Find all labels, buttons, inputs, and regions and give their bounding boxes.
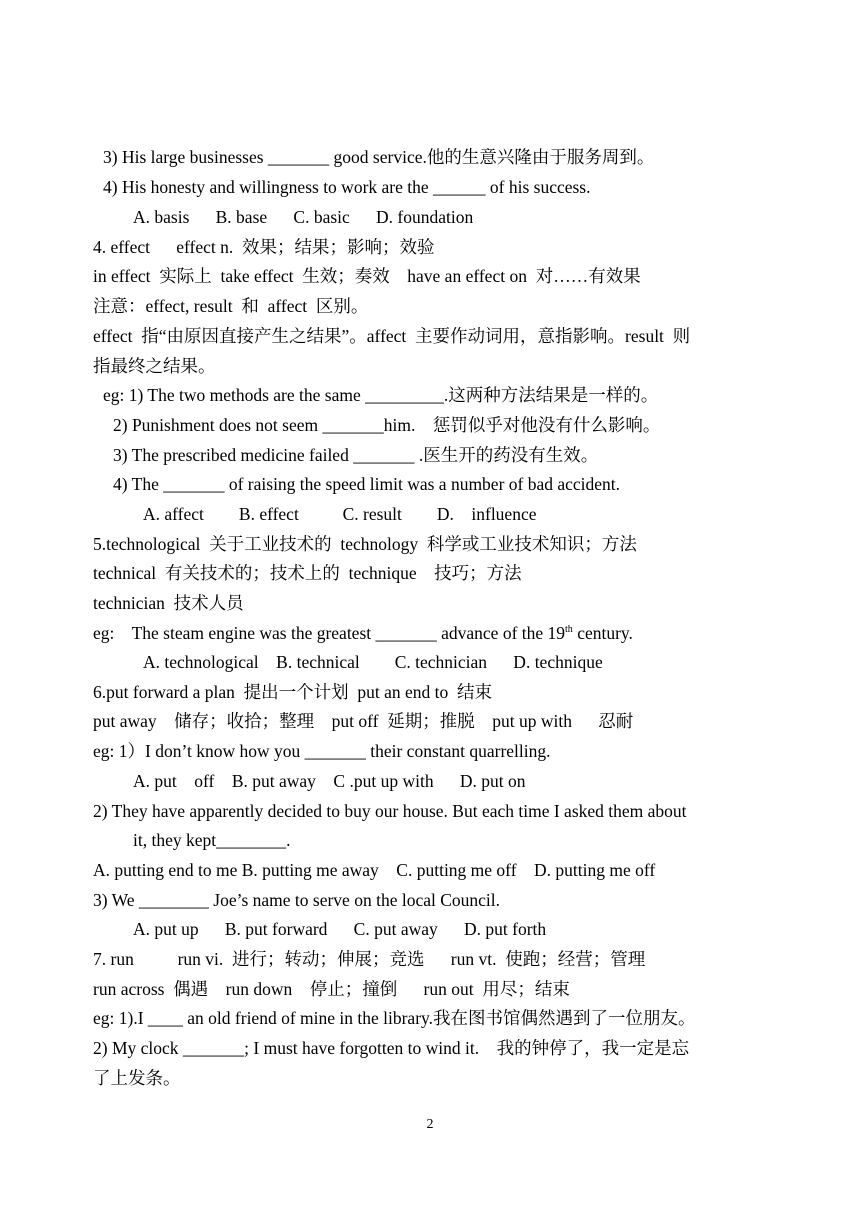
text-line: effect 指“由原因直接产生之结果”。affect 主要作动词用，意指影响。result 则 xyxy=(93,326,691,346)
text-line: 2) Punishment does not seem _______him. 惩罚似乎对他没有什么影响。 xyxy=(113,415,661,435)
text-line: technician 技术人员 xyxy=(93,593,244,613)
page-number: 2 xyxy=(426,1117,434,1132)
text-line: 6.put forward a plan 提出一个计划 put an end to 结束 xyxy=(93,682,493,702)
text-line: 3) We ________ Joe’s name to serve on the local Council. xyxy=(93,890,501,910)
text-line: A. technological B. technical C. technician D. technique xyxy=(143,652,603,672)
text-line: eg: 1) The two methods are the same _________.这两种方法结果是一样的。 xyxy=(103,385,659,405)
text-line: 4. effect effect n. 效果；结果；影响；效验 xyxy=(93,237,435,257)
text-line: 3) His large businesses _______ good service.他的生意兴隆由于服务周到。 xyxy=(103,147,655,167)
text-line-tail: century. xyxy=(572,623,633,643)
ordinal-superscript: th xyxy=(565,624,573,636)
text-line-main: eg: The steam engine was the greatest _______ advance of the 19 xyxy=(93,623,566,643)
text-line: 指最终之结果。 xyxy=(93,356,216,376)
text-line: 注意：effect, result 和 affect 区别。 xyxy=(93,296,369,316)
text-line: 7. run run vi. 进行；转动；伸展；竞选 run vt. 使跑；经营；管理 xyxy=(93,949,646,969)
text-line: 4) His honesty and willingness to work are the ______ of his success. xyxy=(103,177,591,197)
text-line: eg: 1).I ____ an old friend of mine in the library.我在图书馆偶然遇到了一位朋友。 xyxy=(93,1008,696,1028)
text-line: 了上发条。 xyxy=(93,1068,181,1088)
text-line: 3) The prescribed medicine failed _______ .医生开的药没有生效。 xyxy=(113,445,599,465)
text-line: 2) My clock _______; I must have forgotten to wind it. 我的钟停了，我一定是忘 xyxy=(93,1038,690,1058)
text-line: 4) The _______ of raising the speed limit was a number of bad accident. xyxy=(113,474,621,494)
text-line: technical 有关技术的；技术上的 technique 技巧；方法 xyxy=(93,563,522,583)
text-line: eg: 1）I don’t know how you _______ their constant quarrelling. xyxy=(93,741,551,761)
text-line: put away 储存；收拾；整理 put off 延期；推脱 put up with 忍耐 xyxy=(93,711,634,731)
text-line: A. put up B. put forward C. put away D. put forth xyxy=(133,919,547,939)
text-line: A. basis B. base C. basic D. foundation xyxy=(133,207,474,227)
text-line: A. affect B. effect C. result D. influence xyxy=(143,504,537,524)
text-line: A. putting end to me B. putting me away C. putting me off D. putting me off xyxy=(93,860,656,880)
text-line: in effect 实际上 take effect 生效；奏效 have an effect on 对……有效果 xyxy=(93,266,641,286)
text-line: 5.technological 关于工业技术的 technology 科学或工业技术知识；方法 xyxy=(93,534,637,554)
text-line xyxy=(93,622,633,644)
text-line: 2) They have apparently decided to buy our house. But each time I asked them about xyxy=(93,801,687,821)
text-line: A. put off B. put away C .put up with D. put on xyxy=(133,771,526,791)
text-line: it, they kept________. xyxy=(133,830,291,850)
text-line: run across 偶遇 run down 停止；撞倒 run out 用尽；结束 xyxy=(93,979,570,999)
